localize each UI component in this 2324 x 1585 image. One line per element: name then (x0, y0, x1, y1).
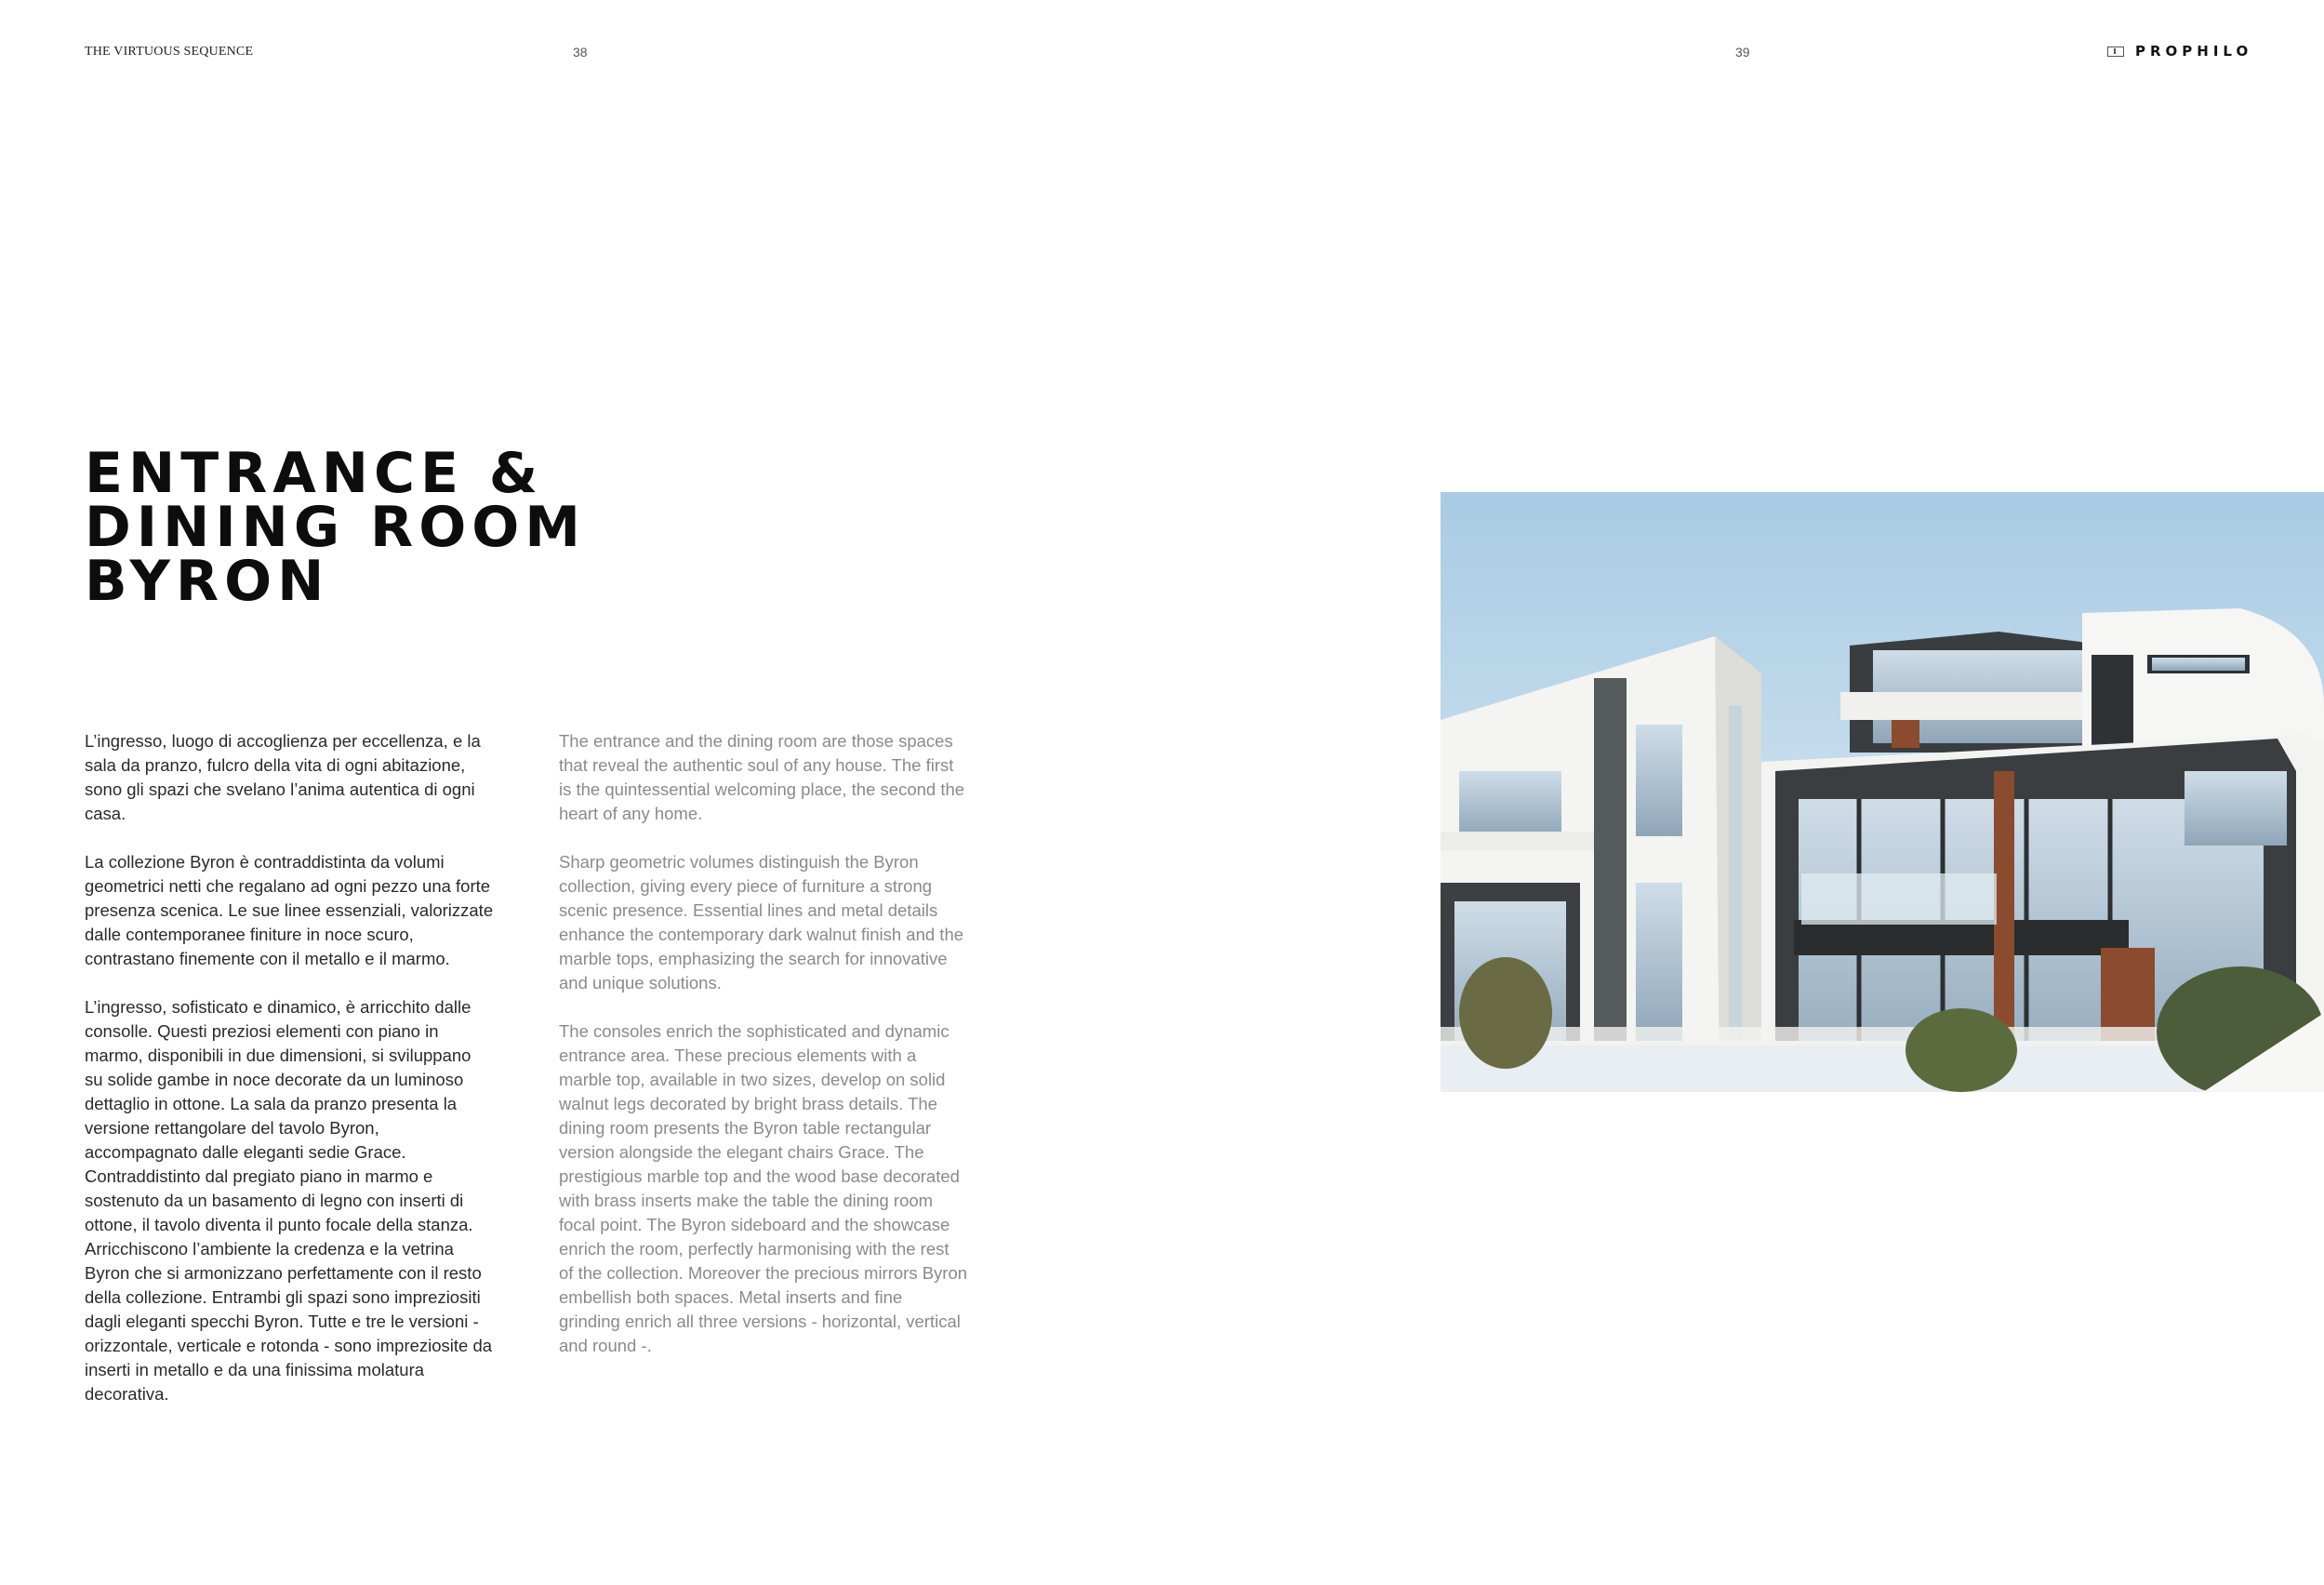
italian-paragraph-1: L’ingresso, luogo di accoglienza per eccellenza, e la sala da pranzo, fulcro della vita di ogni abitazione, sono gli spazi che svelano l’anima autentica di ogni casa. (85, 731, 481, 823)
publication-title: THE VIRTUOUS SEQUENCE (85, 45, 254, 59)
brand-name: PROPHILO (2135, 43, 2253, 60)
title-line-1: ENTRANCE & (85, 441, 544, 506)
villa-photo (1441, 492, 2324, 1092)
page-number-left: 38 (573, 45, 588, 60)
page-number-right: 39 (1735, 45, 1750, 60)
english-paragraph-3: The consoles enrich the sophisticated and dynamic entrance area. These precious elements with a marble top, available in two sizes, develop on solid walnut legs decorated by bright brass details. The dining room presents the Byron table rectangular version alongside the elegant chairs Grace. The prestigious marble top and the wood base decorated with brass inserts make the table the dining room focal point. The Byron sideboard and the showcase enrich the room, perfectly harmonising with the rest of the collection. Moreover the precious mirrors Byron embellish both spaces. Metal inserts and fine grinding enrich all three versions - horizontal, vertical and round -. (559, 1021, 968, 1355)
italian-text-column (85, 729, 494, 1431)
title-line-3: BYRON (85, 549, 330, 614)
italian-paragraph-2: La collezione Byron è contraddistinta da volumi geometrici netti che regalano ad ogni pezzo una forte presenza scenica. Le sue linee essenziali, valorizzate dalle contemporanee finiture in noce scuro, contrastano finemente con il metallo e il marmo. (85, 852, 494, 968)
brand-mark-icon (2107, 47, 2124, 57)
english-paragraph-2: Sharp geometric volumes distinguish the Byron collection, giving every piece of furniture a strong scenic presence. Essential lines and metal details enhance the contemporary dark walnut finish and the marble tops, emphasizing the search for innovative and unique solutions. (559, 852, 964, 992)
english-text-column (559, 729, 968, 1382)
english-paragraph-1: The entrance and the dining room are those spaces that reveal the authentic soul of any house. The first is the quintessential welcoming place, the second the heart of any home. (559, 731, 965, 823)
italian-paragraph-3: L’ingresso, sofisticato e dinamico, è arricchito dalle consolle. Questi preziosi elementi con piano in marmo, disponibili in due dimensioni, si sviluppano su solide gambe in noce decorate da un luminoso dettaglio in ottone. La sala da pranzo presenta la versione rettangolare del tavolo Byron, accompagnato dalle eleganti sedie Grace. Contraddistinto dal pregiato piano in marmo e sostenuto da un basamento di legno con inserti di ottone, il tavolo diventa il punto focale della stanza. Arricchiscono l’ambiente la credenza e la vetrina Byron che si armonizzano perfettamente con il resto della collezione. Entrambi gli spazi sono impreziositi dagli eleganti specchi Byron. Tutte e tre le versioni - orizzontale, verticale e rotonda - sono impreziosite da inserti in metallo e da una finissima molatura decorativa. (85, 997, 493, 1404)
title-line-2: DINING ROOM (85, 495, 586, 560)
section-title (85, 441, 586, 614)
brand-logo (2107, 43, 2252, 60)
